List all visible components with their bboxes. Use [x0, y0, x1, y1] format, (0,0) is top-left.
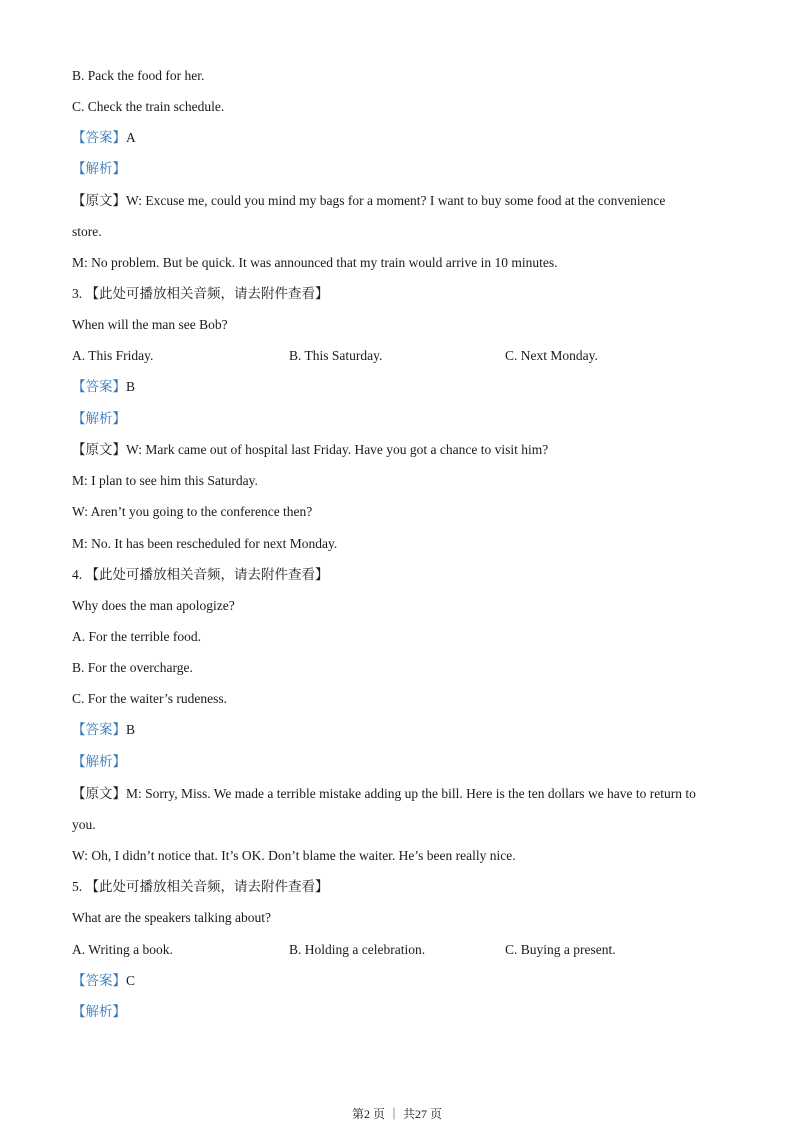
q3-transcript-line-2: M: I plan to see him this Saturday.	[72, 473, 258, 488]
q2-transcript-line-1-cont: store.	[72, 224, 102, 239]
q5-question: What are the speakers talking about?	[72, 910, 272, 925]
q4-answer-line	[72, 721, 135, 739]
q3-option-b: B. This Saturday.	[289, 348, 383, 363]
q3-transcript-text-1: W: Mark came out of hospital last Friday. Have you got a chance to visit him?	[126, 442, 549, 457]
transcript-tag: 【原文】	[72, 442, 126, 457]
q5-analysis-tag: 【解析】	[72, 1004, 126, 1019]
q5-answer: C	[126, 973, 136, 988]
answer-tag: 【答案】	[72, 130, 126, 145]
q4-transcript-line-2: W: Oh, I didn’t notice that. It’s OK. Don’t blame the waiter. He’s been really nice.	[72, 848, 516, 863]
q5-option-c: C. Buying a present.	[505, 942, 616, 957]
q4-header: 4. 【此处可播放相关音频，请去附件查看】	[72, 567, 329, 582]
page-number-footer: 第2 页 ｜ 共27 页	[351, 1107, 442, 1121]
q2-option-c: C. Check the train schedule.	[72, 99, 225, 114]
q4-transcript-line-1	[72, 785, 696, 803]
q4-option-b: B. For the overcharge.	[72, 660, 193, 675]
answer-tag: 【答案】	[72, 379, 126, 394]
q3-answer: B	[126, 379, 136, 394]
q2-transcript-line-2: M: No problem. But be quick. It was announced that my train would arrive in 10 minutes.	[72, 255, 558, 270]
q3-question: When will the man see Bob?	[72, 317, 228, 332]
q4-option-a: A. For the terrible food.	[72, 629, 201, 644]
q4-option-c: C. For the waiter’s rudeness.	[72, 691, 227, 706]
q4-question: Why does the man apologize?	[72, 598, 235, 613]
transcript-tag: 【原文】	[72, 193, 126, 208]
q5-header: 5. 【此处可播放相关音频，请去附件查看】	[72, 879, 329, 894]
q3-analysis-tag: 【解析】	[72, 411, 126, 426]
q2-transcript-line-1	[72, 192, 665, 210]
q2-answer-line	[72, 129, 136, 147]
transcript-tag: 【原文】	[72, 786, 126, 801]
q2-answer: A	[126, 130, 136, 145]
answer-tag: 【答案】	[72, 722, 126, 737]
q2-analysis-tag: 【解析】	[72, 161, 126, 176]
q4-transcript-text-1: M: Sorry, Miss. We made a terrible mistake adding up the bill. Here is the ten dollars we have to return to	[126, 786, 696, 801]
q3-header: 3. 【此处可播放相关音频，请去附件查看】	[72, 286, 329, 301]
q3-transcript-line-3: W: Aren’t you going to the conference then?	[72, 504, 313, 519]
q5-option-a: A. Writing a book.	[72, 942, 173, 957]
q3-option-c: C. Next Monday.	[505, 348, 598, 363]
q4-analysis-tag: 【解析】	[72, 754, 126, 769]
answer-tag: 【答案】	[72, 973, 126, 988]
q2-option-b: B. Pack the food for her.	[72, 68, 205, 83]
q5-answer-line	[72, 972, 135, 990]
q3-answer-line	[72, 378, 135, 396]
q3-transcript-line-1	[72, 441, 548, 459]
q2-transcript-text-1: W: Excuse me, could you mind my bags for a moment? I want to buy some food at the convenience	[126, 193, 666, 208]
q3-transcript-line-4: M: No. It has been rescheduled for next Monday.	[72, 536, 338, 551]
q5-option-b: B. Holding a celebration.	[289, 942, 426, 957]
q3-option-a: A. This Friday.	[72, 348, 154, 363]
q4-transcript-line-1-cont: you.	[72, 817, 96, 832]
q4-answer: B	[126, 722, 136, 737]
